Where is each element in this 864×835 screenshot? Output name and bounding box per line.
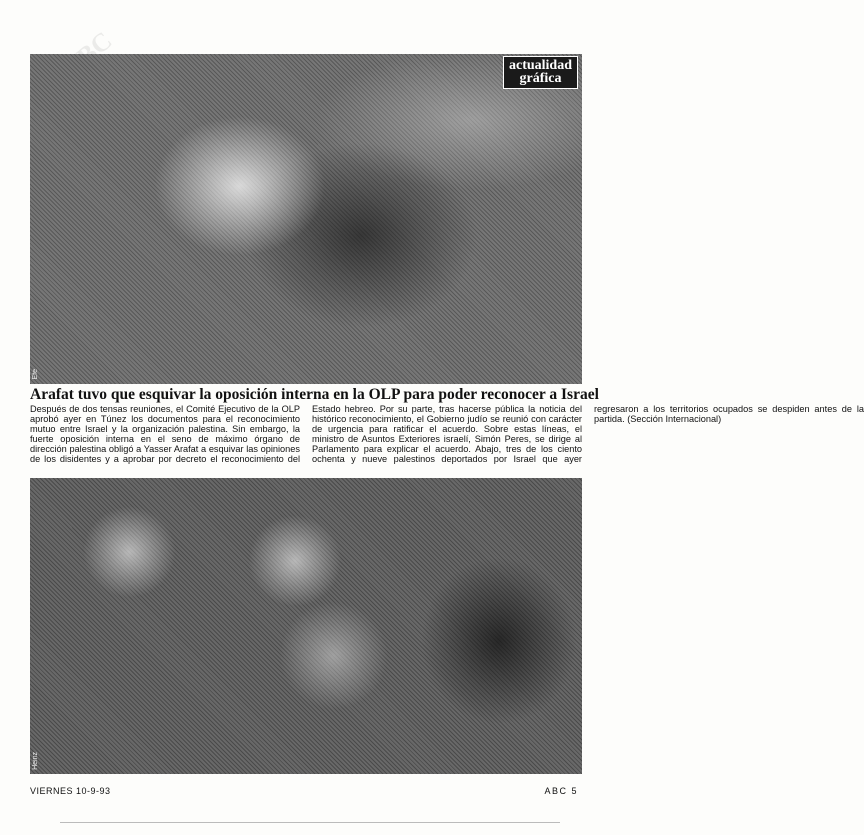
bottom-photo: [30, 478, 582, 774]
top-photo: [30, 54, 582, 384]
article-body: Después de dos tensas reuniones, el Comité Ejecutivo de la OLP aprobó ayer en Túnez los documentos para el reconocimiento mutuo entre Israel y la organización palestina. Sin embargo, la fuerte oposición interna en el seno de máximo órgano de dirección palestina obligó a Yasser Arafat a esquivar las opiniones de los disidentes y a aprobar por decreto el reconocimiento del Estado hebreo. Por su parte, tras hacerse pública la noticia del histórico reconocimiento, el Gobierno judío se reunió con carácter de urgencia para ratificar el acuerdo. Sobre estas líneas, el ministro de Asuntos Exteriores israelí, Simón Peres, se dirige al Parlamento para explicar el acuerdo. Abajo, tres de los ciento ochenta y nueve palestinos deportados por Israel que ayer regresaron a los territorios ocupados se despiden antes de la partida. (Sección Internacional): [30, 404, 864, 465]
section-badge-line1: actualidad: [508, 58, 572, 73]
bottom-rule: [60, 822, 560, 823]
footer-date: VIERNES 10-9-93: [30, 786, 111, 796]
headline: Arafat tuvo que esquivar la oposición interna en la OLP para poder reconocer a Israel: [30, 386, 599, 403]
section-badge-line2: gráfica: [519, 71, 562, 86]
photo-credit: Efe: [32, 369, 39, 380]
section-badge: [503, 56, 578, 89]
photo-credit: Heinz: [32, 752, 39, 770]
footer-page-number: ABC 5: [544, 786, 578, 796]
